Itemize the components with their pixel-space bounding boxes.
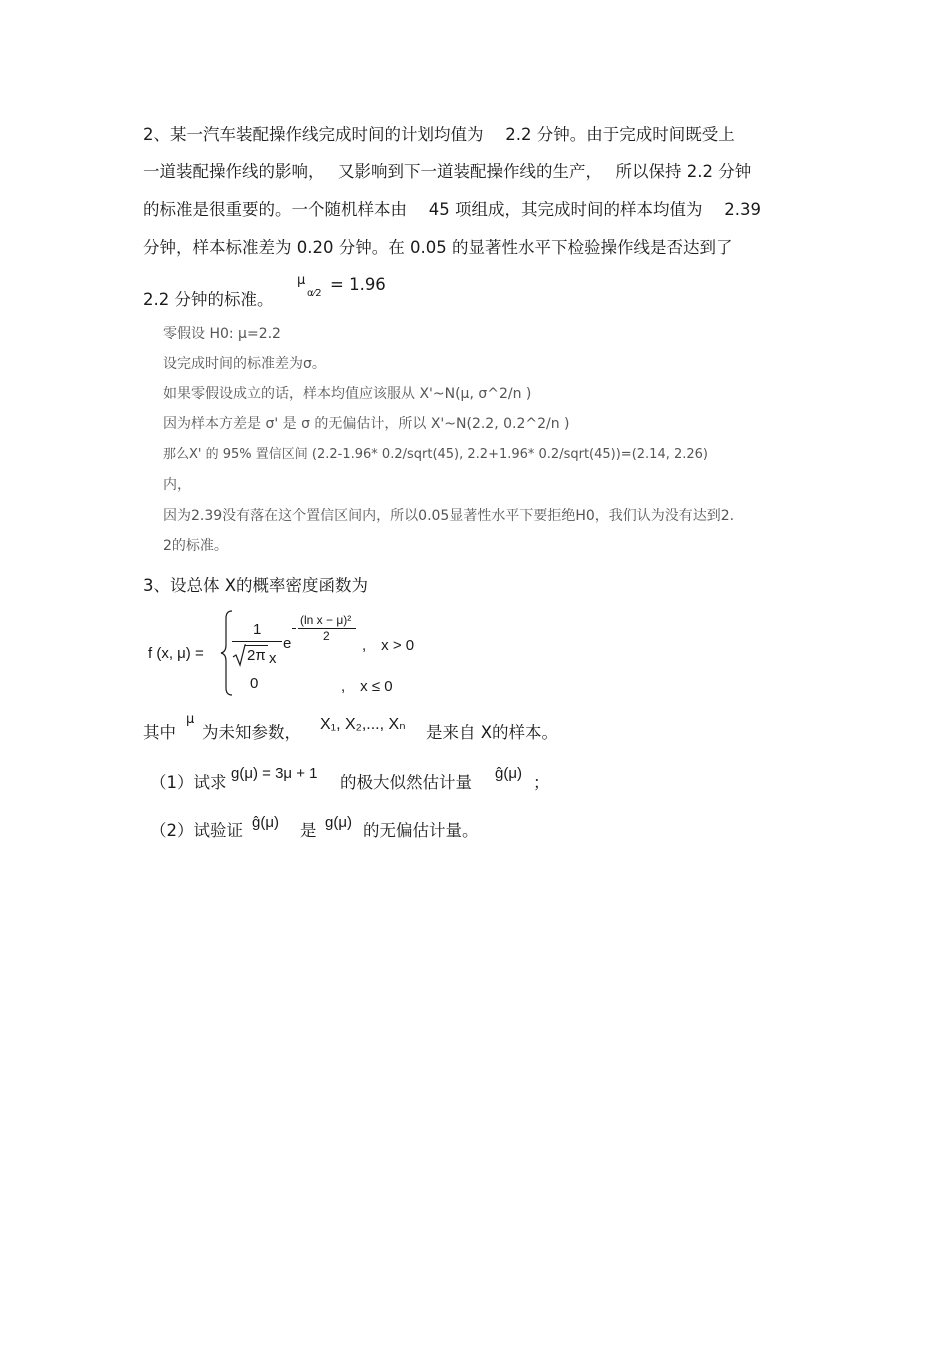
q1-label: （1）试求 <box>150 773 227 792</box>
q2-end: 的无偏估计量。 <box>363 821 479 840</box>
q1-expr: g(μ) = 3μ + 1 <box>231 765 318 782</box>
density-exp-denominator: 2 <box>323 629 330 643</box>
q2-mid: 是 <box>300 821 317 840</box>
problem2-line5: 2.2 分钟的标准。 <box>143 290 274 309</box>
solution-line5: 那么X' 的 95% 置信区间 (2.2-1.96* 0.2/sqrt(45), 2.2+1.96* 0.2/sqrt(45))=(2.14, 2.26) <box>163 447 709 462</box>
density-frac-root: 2π <box>247 647 266 664</box>
note-prefix: 其中 <box>143 723 176 742</box>
q2-label: （2）试验证 <box>150 821 243 840</box>
problem2-line3: 的标准是很重要的。一个随机样本由 45 项组成，其完成时间的样本均值为 2.39 <box>143 200 761 219</box>
solution-line3: 如果零假设成立的话，样本均值应该服从 X'~N(μ, σ^2/n ) <box>163 386 532 402</box>
q1-text: 的极大似然估计量 <box>340 773 472 792</box>
q1-end: ； <box>533 773 550 792</box>
critical-value: = 1.96 <box>330 275 386 294</box>
density-case2-condition: , x ≤ 0 <box>341 678 393 695</box>
q1-estimator: ĝ(μ) <box>495 765 522 782</box>
exp-minus-sign <box>292 628 296 629</box>
problem2-line2: 一道装配操作线的影响， 又影响到下一道装配操作线的生产， 所以保持 2.2 分钟 <box>143 162 752 181</box>
density-frac-numerator: 1 <box>253 621 262 638</box>
q2-expr: g(μ) <box>325 814 352 831</box>
density-case2-value: 0 <box>250 675 259 692</box>
density-exp-e: e <box>283 635 292 652</box>
solution-line6: 内， <box>163 477 191 493</box>
solution-line1: 零假设 H0: μ=2.2 <box>163 326 281 342</box>
problem2-line1: 2、某一汽车装配操作线完成时间的计划均值为 2.2 分钟。由于完成时间既受上 <box>143 125 735 144</box>
solution-line4: 因为样本方差是 σ' 是 σ 的无偏估计，所以 X'~N(2.2, 0.2^2/n ) <box>163 416 570 432</box>
note-mu: μ <box>186 712 195 727</box>
critical-alpha-sub: α⁄2 <box>307 288 322 299</box>
density-exp-numerator: (ln x − μ)² <box>300 613 352 627</box>
problem3-intro: 3、设总体 X的概率密度函数为 <box>143 576 369 595</box>
sqrt-icon <box>232 644 246 668</box>
q2-estimator: ĝ(μ) <box>252 814 279 831</box>
problem2-line4: 分钟，样本标准差为 0.20 分钟。在 0.05 的显著性水平下检验操作线是否达到了 <box>143 238 733 257</box>
density-frac-x: x <box>269 650 277 667</box>
note-mid: 为未知参数， <box>202 723 301 742</box>
note-sample: X₁, X₂,..., Xₙ <box>320 716 406 733</box>
density-case1-condition: , x > 0 <box>362 637 415 654</box>
solution-line7: 因为2.39没有落在这个置信区间内，所以0.05显著性水平下要拒绝H0，我们认为没有达到2. <box>163 508 735 524</box>
note-suffix: 是来自 X的样本。 <box>426 723 559 742</box>
density-frac-bar <box>232 641 282 642</box>
solution-line2: 设完成时间的标准差为σ。 <box>163 356 326 372</box>
density-lhs: f (x, μ) = <box>148 645 204 662</box>
critical-mu: μ <box>297 273 306 288</box>
sqrt-bar <box>245 645 268 646</box>
solution-line8: 2的标准。 <box>163 538 228 554</box>
